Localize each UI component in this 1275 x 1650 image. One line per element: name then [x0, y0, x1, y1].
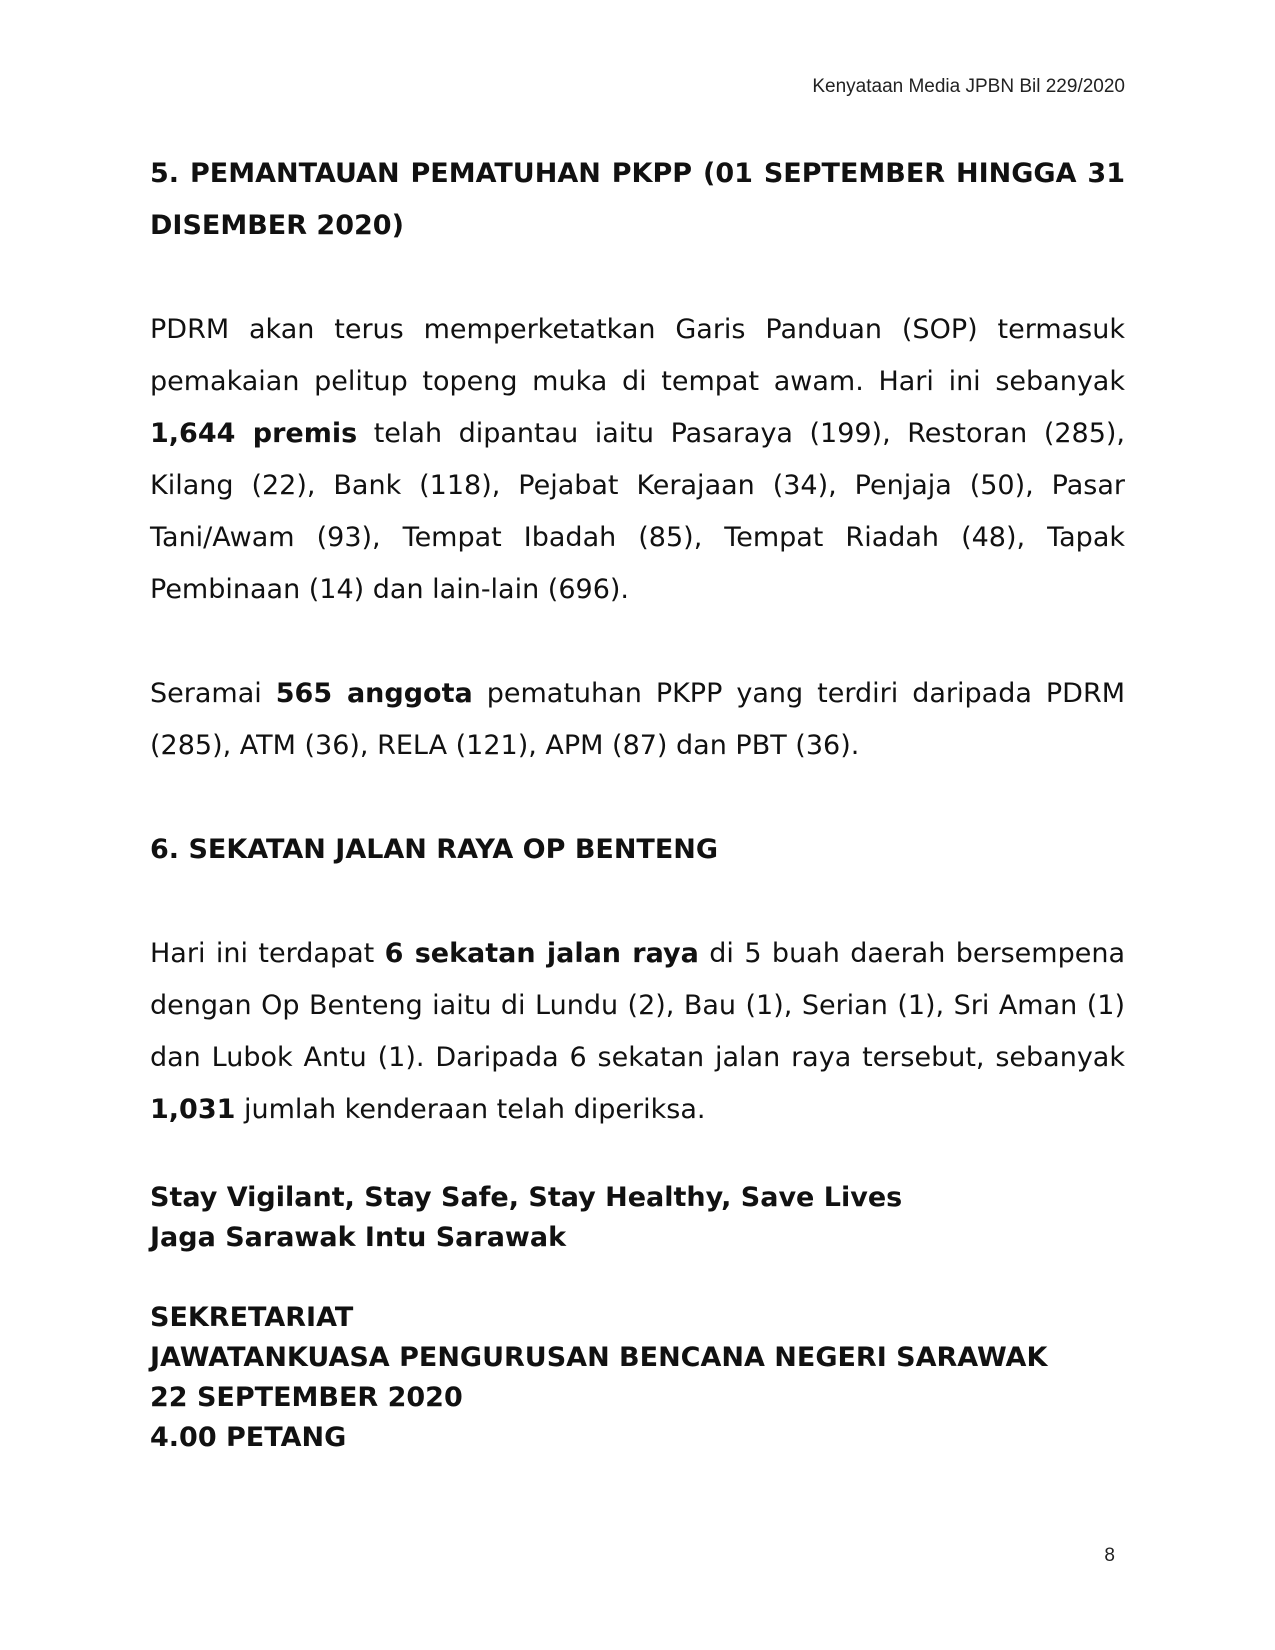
signoff-committee: JAWATANKUASA PENGURUSAN BENCANA NEGERI SARAWAK	[150, 1342, 1048, 1373]
document-reference: Kenyataan Media JPBN Bil 229/2020	[812, 76, 1125, 97]
section-6-heading: 6. SEKATAN JALAN RAYA OP BENTENG	[150, 834, 719, 865]
document-body	[150, 148, 1125, 1458]
slogans-block	[150, 1178, 1125, 1258]
signoff-date: 22 SEPTEMBER 2020	[150, 1382, 463, 1413]
text-run: di 5 buah daerah bersempena dengan Op Benteng iaitu di Lundu (2), Bau (1), Serian (1), Sri Aman (1) dan Lubok Antu (1). Daripada 6 sekatan jalan raya tersebut, sebanyak	[150, 938, 1126, 1073]
bold-roadblock-count: 6 sekatan jalan raya	[384, 938, 699, 969]
section-5-heading: 5. PEMANTAUAN PEMATUHAN PKPP (01 SEPTEMBER HINGGA 31 DISEMBER 2020)	[150, 158, 1125, 241]
signoff-block	[150, 1298, 1125, 1458]
slogan-line: Stay Vigilant, Stay Safe, Stay Healthy, Save Lives	[150, 1182, 903, 1213]
section-5-paragraph-premises	[150, 304, 1125, 616]
bold-premises-count: 1,644 premis	[150, 418, 358, 449]
text-run: PDRM akan terus memperketatkan Garis Panduan (SOP) termasuk pemakaian pelitup topeng muka di tempat awam. Hari ini sebanyak	[150, 314, 1125, 397]
section-5-paragraph-members	[150, 668, 1125, 772]
slogan-line: Jaga Sarawak Intu Sarawak	[150, 1222, 567, 1253]
text-run: Seramai	[150, 678, 276, 709]
text-run: jumlah kenderaan telah diperiksa.	[235, 1094, 706, 1125]
section-6-paragraph-roadblocks	[150, 928, 1125, 1136]
text-run: pematuhan PKPP yang terdiri daripada PDRM (285), ATM (36), RELA (121), APM (87) dan PBT (36).	[150, 678, 1126, 761]
text-run: Hari ini terdapat	[150, 938, 385, 969]
bold-vehicle-count: 1,031	[150, 1094, 236, 1125]
bold-members-count: 565 anggota	[275, 678, 473, 709]
signoff-time: 4.00 PETANG	[150, 1422, 347, 1453]
signoff-secretariat: SEKRETARIAT	[150, 1302, 354, 1333]
text-run: telah dipantau iaitu Pasaraya (199), Restoran (285), Kilang (22), Bank (118), Pejabat Kerajaan (34), Penjaja (50), Pasar Tani/Awam (93), Tempat Ibadah (85), Tempat Riadah (48), Tapak Pembinaan (14) dan lain-lain (696).	[150, 418, 1126, 605]
page-number: 8	[1104, 1545, 1115, 1566]
